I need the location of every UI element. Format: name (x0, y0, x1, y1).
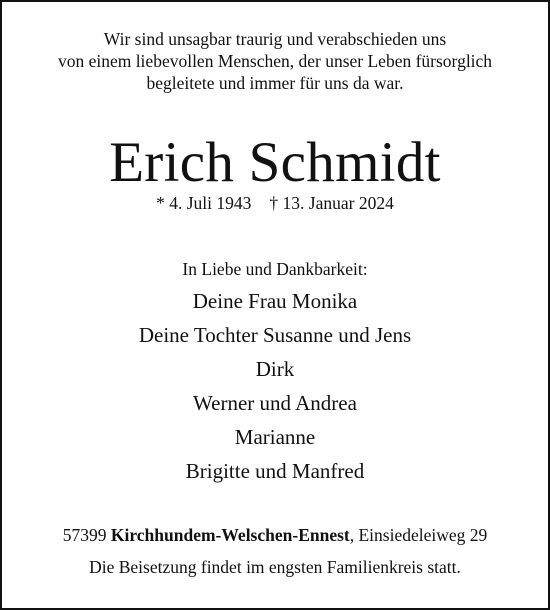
burial-note: Die Beisetzung findet im engsten Familienkreis statt. (89, 557, 461, 577)
life-dates (0, 192, 550, 214)
mourner-name: Deine Tochter Susanne und Jens (138, 323, 412, 347)
address-town: Kirchhundem-Welschen-Ennest (110, 525, 350, 545)
mourner-name: Brigitte und Manfred (185, 459, 365, 483)
address-street: , Einsiedeleiweg 29 (349, 525, 488, 545)
mourners-list (0, 284, 550, 488)
death-date: † 13. Januar 2024 (269, 193, 394, 213)
birth-date: * 4. Juli 1943 (156, 193, 252, 213)
intro-line: von einem liebevollen Menschen, der unser Leben fürsorglich (57, 51, 493, 71)
family-address (0, 524, 550, 546)
intro-text (0, 28, 550, 94)
intro-line: Wir sind unsagbar traurig und verabschieden uns (103, 29, 447, 49)
address-postcode: 57399 (62, 525, 107, 545)
mourners-heading: In Liebe und Dankbarkeit: (182, 259, 368, 279)
mourner-name: Dirk (255, 357, 295, 381)
mourner-name: Werner und Andrea (193, 391, 357, 415)
mourner-name: Marianne (234, 425, 316, 449)
deceased-name: Erich Schmidt (109, 131, 441, 194)
mourner-name: Deine Frau Monika (192, 289, 358, 313)
intro-line: begleitete und immer für uns da war. (146, 73, 404, 93)
